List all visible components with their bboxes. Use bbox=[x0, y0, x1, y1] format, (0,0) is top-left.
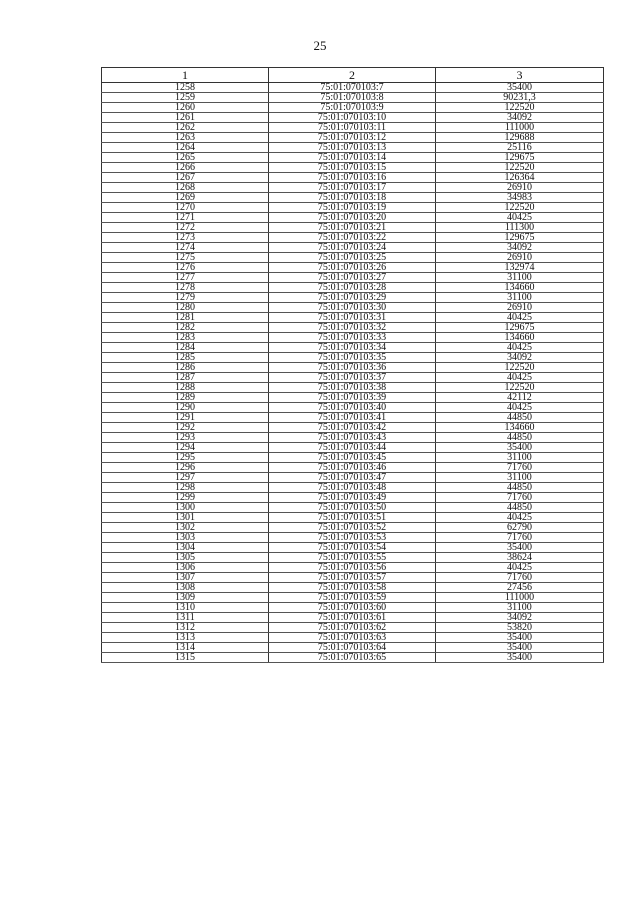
value-cell: 134660 bbox=[436, 333, 604, 343]
value-cell: 122520 bbox=[436, 163, 604, 173]
value-cell: 35400 bbox=[436, 83, 604, 93]
cadastral-number-cell: 75:01:070103:57 bbox=[269, 573, 436, 583]
cadastral-number-cell: 75:01:070103:10 bbox=[269, 113, 436, 123]
cadastral-number-cell: 75:01:070103:55 bbox=[269, 553, 436, 563]
row-number-cell: 1301 bbox=[102, 513, 269, 523]
row-number-cell: 1272 bbox=[102, 223, 269, 233]
table-row bbox=[102, 443, 604, 453]
row-number-cell: 1261 bbox=[102, 113, 269, 123]
cadastral-number-cell: 75:01:070103:63 bbox=[269, 633, 436, 643]
value-cell: 34092 bbox=[436, 243, 604, 253]
cadastral-number-cell: 75:01:070103:13 bbox=[269, 143, 436, 153]
cadastral-number-cell: 75:01:070103:40 bbox=[269, 403, 436, 413]
row-number-cell: 1299 bbox=[102, 493, 269, 503]
header-row bbox=[102, 68, 604, 83]
row-number-cell: 1260 bbox=[102, 103, 269, 113]
row-number-cell: 1291 bbox=[102, 413, 269, 423]
value-cell: 129675 bbox=[436, 233, 604, 243]
value-cell: 27456 bbox=[436, 583, 604, 593]
page-number: 25 bbox=[313, 38, 327, 53]
value-cell: 40425 bbox=[436, 563, 604, 573]
table-row bbox=[102, 273, 604, 283]
table-row bbox=[102, 653, 604, 663]
value-cell: 129688 bbox=[436, 133, 604, 143]
row-number-cell: 1304 bbox=[102, 543, 269, 553]
row-number-cell: 1312 bbox=[102, 623, 269, 633]
table-row bbox=[102, 633, 604, 643]
table-row bbox=[102, 123, 604, 133]
cadastral-number-cell: 75:01:070103:53 bbox=[269, 533, 436, 543]
value-cell: 122520 bbox=[436, 363, 604, 373]
value-cell: 35400 bbox=[436, 643, 604, 653]
row-number-cell: 1267 bbox=[102, 173, 269, 183]
table-row bbox=[102, 613, 604, 623]
cadastral-number-cell: 75:01:070103:39 bbox=[269, 393, 436, 403]
value-cell: 134660 bbox=[436, 423, 604, 433]
value-cell: 35400 bbox=[436, 543, 604, 553]
table-row bbox=[102, 573, 604, 583]
row-number-cell: 1266 bbox=[102, 163, 269, 173]
table-row bbox=[102, 163, 604, 173]
row-number-cell: 1288 bbox=[102, 383, 269, 393]
value-cell: 34092 bbox=[436, 113, 604, 123]
table-row bbox=[102, 83, 604, 93]
value-cell: 44850 bbox=[436, 413, 604, 423]
table-row bbox=[102, 433, 604, 443]
cadastral-number-cell: 75:01:070103:11 bbox=[269, 123, 436, 133]
table-row bbox=[102, 103, 604, 113]
value-cell: 40425 bbox=[436, 403, 604, 413]
row-number-cell: 1292 bbox=[102, 423, 269, 433]
row-number-cell: 1290 bbox=[102, 403, 269, 413]
table-row bbox=[102, 173, 604, 183]
cadastral-number-cell: 75:01:070103:15 bbox=[269, 163, 436, 173]
table-row bbox=[102, 423, 604, 433]
table-row bbox=[102, 253, 604, 263]
table-row bbox=[102, 403, 604, 413]
table-row bbox=[102, 323, 604, 333]
table-row bbox=[102, 513, 604, 523]
table-row bbox=[102, 113, 604, 123]
cadastral-number-cell: 75:01:070103:30 bbox=[269, 303, 436, 313]
value-cell: 26910 bbox=[436, 303, 604, 313]
table-row bbox=[102, 303, 604, 313]
row-number-cell: 1297 bbox=[102, 473, 269, 483]
table-row bbox=[102, 283, 604, 293]
cadastral-number-cell: 75:01:070103:38 bbox=[269, 383, 436, 393]
cadastral-number-cell: 75:01:070103:28 bbox=[269, 283, 436, 293]
cadastral-number-cell: 75:01:070103:22 bbox=[269, 233, 436, 243]
value-cell: 129675 bbox=[436, 323, 604, 333]
value-cell: 122520 bbox=[436, 103, 604, 113]
table-row bbox=[102, 643, 604, 653]
table-row bbox=[102, 493, 604, 503]
cadastral-number-cell: 75:01:070103:24 bbox=[269, 243, 436, 253]
cadastral-number-cell: 75:01:070103:52 bbox=[269, 523, 436, 533]
value-cell: 122520 bbox=[436, 203, 604, 213]
row-number-cell: 1280 bbox=[102, 303, 269, 313]
value-cell: 34983 bbox=[436, 193, 604, 203]
row-number-cell: 1295 bbox=[102, 453, 269, 463]
table-row bbox=[102, 313, 604, 323]
cadastral-number-cell: 75:01:070103:20 bbox=[269, 213, 436, 223]
table-row bbox=[102, 333, 604, 343]
value-cell: 40425 bbox=[436, 213, 604, 223]
value-cell: 111000 bbox=[436, 123, 604, 133]
row-number-cell: 1300 bbox=[102, 503, 269, 513]
row-number-cell: 1279 bbox=[102, 293, 269, 303]
value-cell: 132974 bbox=[436, 263, 604, 273]
cadastral-number-cell: 75:01:070103:54 bbox=[269, 543, 436, 553]
cadastral-number-cell: 75:01:070103:8 bbox=[269, 93, 436, 103]
row-number-cell: 1298 bbox=[102, 483, 269, 493]
table-row bbox=[102, 353, 604, 363]
cadastral-number-cell: 75:01:070103:33 bbox=[269, 333, 436, 343]
cadastral-number-cell: 75:01:070103:25 bbox=[269, 253, 436, 263]
value-cell: 40425 bbox=[436, 313, 604, 323]
table-row bbox=[102, 473, 604, 483]
value-cell: 40425 bbox=[436, 513, 604, 523]
cadastral-number-cell: 75:01:070103:16 bbox=[269, 173, 436, 183]
row-number-cell: 1283 bbox=[102, 333, 269, 343]
table-row bbox=[102, 483, 604, 493]
value-cell: 90231,3 bbox=[436, 93, 604, 103]
cadastral-number-cell: 75:01:070103:61 bbox=[269, 613, 436, 623]
row-number-cell: 1262 bbox=[102, 123, 269, 133]
row-number-cell: 1265 bbox=[102, 153, 269, 163]
row-number-cell: 1311 bbox=[102, 613, 269, 623]
row-number-cell: 1310 bbox=[102, 603, 269, 613]
value-cell: 134660 bbox=[436, 283, 604, 293]
row-number-cell: 1286 bbox=[102, 363, 269, 373]
row-number-cell: 1307 bbox=[102, 573, 269, 583]
row-number-cell: 1259 bbox=[102, 93, 269, 103]
row-number-cell: 1263 bbox=[102, 133, 269, 143]
cadastral-number-cell: 75:01:070103:46 bbox=[269, 463, 436, 473]
value-cell: 31100 bbox=[436, 473, 604, 483]
value-cell: 62790 bbox=[436, 523, 604, 533]
cadastral-number-cell: 75:01:070103:27 bbox=[269, 273, 436, 283]
table-row bbox=[102, 343, 604, 353]
table-row bbox=[102, 503, 604, 513]
cadastral-number-cell: 75:01:070103:26 bbox=[269, 263, 436, 273]
table-row bbox=[102, 143, 604, 153]
row-number-cell: 1306 bbox=[102, 563, 269, 573]
table-row bbox=[102, 153, 604, 163]
value-cell: 111000 bbox=[436, 593, 604, 603]
cadastral-number-cell: 75:01:070103:43 bbox=[269, 433, 436, 443]
cadastral-number-cell: 75:01:070103:17 bbox=[269, 183, 436, 193]
table-row bbox=[102, 603, 604, 613]
cadastral-number-cell: 75:01:070103:29 bbox=[269, 293, 436, 303]
cadastral-number-cell: 75:01:070103:19 bbox=[269, 203, 436, 213]
value-cell: 71760 bbox=[436, 493, 604, 503]
table-row bbox=[102, 243, 604, 253]
value-cell: 53820 bbox=[436, 623, 604, 633]
row-number-cell: 1287 bbox=[102, 373, 269, 383]
table-row bbox=[102, 133, 604, 143]
value-cell: 40425 bbox=[436, 373, 604, 383]
cadastral-number-cell: 75:01:070103:49 bbox=[269, 493, 436, 503]
cadastral-number-cell: 75:01:070103:44 bbox=[269, 443, 436, 453]
table-row bbox=[102, 203, 604, 213]
row-number-cell: 1264 bbox=[102, 143, 269, 153]
cadastral-number-cell: 75:01:070103:58 bbox=[269, 583, 436, 593]
table-row bbox=[102, 593, 604, 603]
table-row bbox=[102, 553, 604, 563]
cadastral-number-cell: 75:01:070103:32 bbox=[269, 323, 436, 333]
cadastral-number-cell: 75:01:070103:36 bbox=[269, 363, 436, 373]
cadastral-number-cell: 75:01:070103:48 bbox=[269, 483, 436, 493]
table-row bbox=[102, 233, 604, 243]
row-number-cell: 1314 bbox=[102, 643, 269, 653]
row-number-cell: 1296 bbox=[102, 463, 269, 473]
row-number-cell: 1289 bbox=[102, 393, 269, 403]
value-cell: 71760 bbox=[436, 533, 604, 543]
cadastral-number-cell: 75:01:070103:41 bbox=[269, 413, 436, 423]
cadastral-number-cell: 75:01:070103:7 bbox=[269, 83, 436, 93]
row-number-cell: 1268 bbox=[102, 183, 269, 193]
row-number-cell: 1305 bbox=[102, 553, 269, 563]
cadastral-number-cell: 75:01:070103:65 bbox=[269, 653, 436, 663]
value-cell: 126364 bbox=[436, 173, 604, 183]
value-cell: 26910 bbox=[436, 253, 604, 263]
row-number-cell: 1313 bbox=[102, 633, 269, 643]
row-number-cell: 1271 bbox=[102, 213, 269, 223]
cadastral-number-cell: 75:01:070103:56 bbox=[269, 563, 436, 573]
value-cell: 42112 bbox=[436, 393, 604, 403]
value-cell: 122520 bbox=[436, 383, 604, 393]
table-row bbox=[102, 413, 604, 423]
cadastral-number-cell: 75:01:070103:37 bbox=[269, 373, 436, 383]
value-cell: 111300 bbox=[436, 223, 604, 233]
row-number-cell: 1303 bbox=[102, 533, 269, 543]
cadastral-number-cell: 75:01:070103:47 bbox=[269, 473, 436, 483]
row-number-cell: 1258 bbox=[102, 83, 269, 93]
table-row bbox=[102, 563, 604, 573]
row-number-cell: 1285 bbox=[102, 353, 269, 363]
row-number-cell: 1284 bbox=[102, 343, 269, 353]
column-header-1: 1 bbox=[102, 68, 269, 83]
cadastral-number-cell: 75:01:070103:42 bbox=[269, 423, 436, 433]
table-row bbox=[102, 263, 604, 273]
value-cell: 31100 bbox=[436, 453, 604, 463]
column-header-3: 3 bbox=[436, 68, 604, 83]
value-cell: 71760 bbox=[436, 463, 604, 473]
value-cell: 35400 bbox=[436, 633, 604, 643]
value-cell: 35400 bbox=[436, 653, 604, 663]
value-cell: 35400 bbox=[436, 443, 604, 453]
value-cell: 44850 bbox=[436, 503, 604, 513]
row-number-cell: 1278 bbox=[102, 283, 269, 293]
row-number-cell: 1302 bbox=[102, 523, 269, 533]
table-header bbox=[102, 68, 604, 83]
value-cell: 25116 bbox=[436, 143, 604, 153]
row-number-cell: 1276 bbox=[102, 263, 269, 273]
value-cell: 44850 bbox=[436, 483, 604, 493]
row-number-cell: 1293 bbox=[102, 433, 269, 443]
row-number-cell: 1282 bbox=[102, 323, 269, 333]
cadastral-number-cell: 75:01:070103:45 bbox=[269, 453, 436, 463]
table-row bbox=[102, 463, 604, 473]
row-number-cell: 1274 bbox=[102, 243, 269, 253]
table-row bbox=[102, 183, 604, 193]
table-row bbox=[102, 293, 604, 303]
value-cell: 31100 bbox=[436, 293, 604, 303]
value-cell: 34092 bbox=[436, 613, 604, 623]
value-cell: 129675 bbox=[436, 153, 604, 163]
table-row bbox=[102, 93, 604, 103]
table-body bbox=[102, 83, 604, 663]
table-row bbox=[102, 193, 604, 203]
value-cell: 44850 bbox=[436, 433, 604, 443]
table-row bbox=[102, 223, 604, 233]
row-number-cell: 1308 bbox=[102, 583, 269, 593]
cadastral-number-cell: 75:01:070103:31 bbox=[269, 313, 436, 323]
row-number-cell: 1315 bbox=[102, 653, 269, 663]
value-cell: 31100 bbox=[436, 603, 604, 613]
table-row bbox=[102, 383, 604, 393]
cadastral-number-cell: 75:01:070103:59 bbox=[269, 593, 436, 603]
value-cell: 34092 bbox=[436, 353, 604, 363]
table-row bbox=[102, 393, 604, 403]
table-row bbox=[102, 543, 604, 553]
table-row bbox=[102, 363, 604, 373]
value-cell: 38624 bbox=[436, 553, 604, 563]
row-number-cell: 1281 bbox=[102, 313, 269, 323]
row-number-cell: 1294 bbox=[102, 443, 269, 453]
cadastral-number-cell: 75:01:070103:9 bbox=[269, 103, 436, 113]
value-cell: 31100 bbox=[436, 273, 604, 283]
cadastral-number-cell: 75:01:070103:60 bbox=[269, 603, 436, 613]
cadastral-number-cell: 75:01:070103:21 bbox=[269, 223, 436, 233]
table-row bbox=[102, 453, 604, 463]
parcel-table bbox=[101, 67, 604, 663]
cadastral-number-cell: 75:01:070103:14 bbox=[269, 153, 436, 163]
cadastral-number-cell: 75:01:070103:35 bbox=[269, 353, 436, 363]
value-cell: 71760 bbox=[436, 573, 604, 583]
table-row bbox=[102, 533, 604, 543]
row-number-cell: 1269 bbox=[102, 193, 269, 203]
row-number-cell: 1277 bbox=[102, 273, 269, 283]
table-row bbox=[102, 523, 604, 533]
cadastral-number-cell: 75:01:070103:62 bbox=[269, 623, 436, 633]
row-number-cell: 1275 bbox=[102, 253, 269, 263]
cadastral-number-cell: 75:01:070103:51 bbox=[269, 513, 436, 523]
cadastral-number-cell: 75:01:070103:12 bbox=[269, 133, 436, 143]
cadastral-number-cell: 75:01:070103:18 bbox=[269, 193, 436, 203]
value-cell: 26910 bbox=[436, 183, 604, 193]
row-number-cell: 1309 bbox=[102, 593, 269, 603]
cadastral-number-cell: 75:01:070103:50 bbox=[269, 503, 436, 513]
table-row bbox=[102, 623, 604, 633]
column-header-2: 2 bbox=[269, 68, 436, 83]
cadastral-number-cell: 75:01:070103:64 bbox=[269, 643, 436, 653]
table-row bbox=[102, 213, 604, 223]
row-number-cell: 1270 bbox=[102, 203, 269, 213]
table-row bbox=[102, 373, 604, 383]
cadastral-number-cell: 75:01:070103:34 bbox=[269, 343, 436, 353]
table-row bbox=[102, 583, 604, 593]
value-cell: 40425 bbox=[436, 343, 604, 353]
row-number-cell: 1273 bbox=[102, 233, 269, 243]
